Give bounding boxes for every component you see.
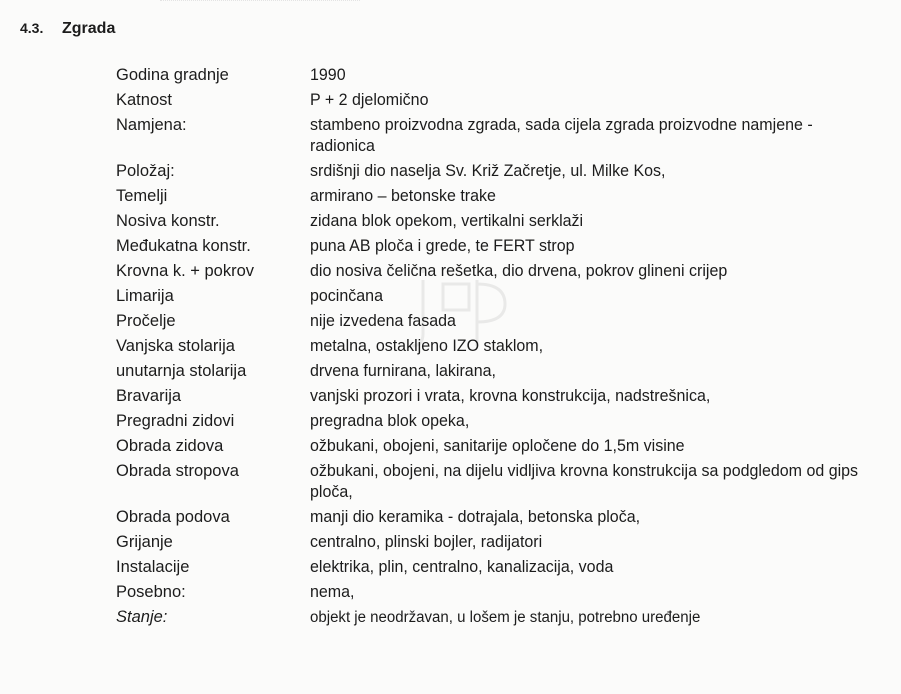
- detail-value: stambeno proizvodna zgrada, sada cijela zgrada proizvodne namjene - radionica: [310, 116, 813, 155]
- detail-row-katnost: [116, 88, 896, 113]
- detail-row-procelje: [116, 309, 896, 334]
- detail-value: nije izvedena fasada: [310, 312, 456, 330]
- detail-row-instalacije: [116, 555, 896, 580]
- section-title: Zgrada: [62, 20, 116, 37]
- detail-row-medukatna-konstr: [116, 234, 896, 259]
- detail-value: ožbukani, obojeni, na dijelu vidljiva krovna konstrukcija sa podgledom od gips ploča,: [310, 462, 859, 501]
- detail-row-posebno: [116, 580, 896, 605]
- detail-row-nosiva-konstr: [116, 209, 896, 234]
- detail-row-limarija: [116, 284, 896, 309]
- detail-value: nema,: [310, 583, 355, 601]
- detail-label: Obrada podova: [116, 508, 230, 526]
- detail-row-pregradni-zidovi: [116, 409, 896, 434]
- detail-row-obrada-stropova: [116, 459, 896, 505]
- detail-label: Položaj:: [116, 162, 175, 180]
- detail-label: Bravarija: [116, 387, 182, 405]
- detail-value: elektrika, plin, centralno, kanalizacija, voda: [310, 558, 614, 576]
- detail-value: puna AB ploča i grede, te FERT strop: [310, 237, 575, 255]
- detail-label: Međukatna konstr.: [116, 237, 251, 255]
- detail-row-stanje: [116, 605, 896, 630]
- detail-row-namjena: [116, 113, 896, 159]
- detail-row-temelji: [116, 184, 896, 209]
- detail-value: zidana blok opekom, vertikalni serklaži: [310, 212, 584, 230]
- detail-value: centralno, plinski bojler, radijatori: [310, 533, 543, 551]
- detail-row-bravarija: [116, 384, 896, 409]
- detail-row-unutarnja-stolarija: [116, 359, 896, 384]
- detail-label: Obrada stropova: [116, 462, 239, 480]
- detail-value: vanjski prozori i vrata, krovna konstrukcija, nadstrešnica,: [310, 387, 711, 405]
- detail-label: Limarija: [116, 287, 174, 305]
- detail-label: Namjena:: [116, 116, 187, 134]
- detail-label: Katnost: [116, 91, 172, 109]
- detail-label: Vanjska stolarija: [116, 337, 235, 355]
- detail-value: armirano – betonske trake: [310, 187, 496, 205]
- property-details-list: [116, 63, 896, 630]
- scan-artifact: [160, 0, 360, 11]
- detail-row-vanjska-stolarija: [116, 334, 896, 359]
- detail-label: Posebno:: [116, 583, 186, 601]
- detail-label: Stanje:: [116, 608, 168, 626]
- detail-value: metalna, ostakljeno IZO staklom,: [310, 337, 544, 355]
- detail-label: Obrada zidova: [116, 437, 224, 455]
- detail-row-godina-gradnje: [116, 63, 896, 88]
- detail-label: Grijanje: [116, 533, 173, 551]
- detail-value: drvena furnirana, lakirana,: [310, 362, 496, 380]
- detail-label: Krovna k. + pokrov: [116, 262, 255, 280]
- detail-value: 1990: [310, 66, 346, 84]
- detail-value: objekt je neodržavan, u lošem je stanju, potrebno uređenje: [310, 609, 701, 626]
- detail-value: P + 2 djelomično: [310, 91, 429, 109]
- detail-label: Instalacije: [116, 558, 190, 576]
- detail-value: ožbukani, obojeni, sanitarije opločene do 1,5m visine: [310, 437, 685, 455]
- detail-value: srdišnji dio naselja Sv. Križ Začretje, ul. Milke Kos,: [310, 162, 666, 180]
- detail-row-obrada-zidova: [116, 434, 896, 459]
- detail-row-obrada-podova: [116, 505, 896, 530]
- detail-row-grijanje: [116, 530, 896, 555]
- detail-value: dio nosiva čelična rešetka, dio drvena, pokrov glineni crijep: [310, 262, 728, 280]
- detail-label: Nosiva konstr.: [116, 212, 220, 230]
- detail-row-krovna-pokrov: [116, 259, 896, 284]
- section-heading: [20, 20, 115, 38]
- detail-label: Pregradni zidovi: [116, 412, 235, 430]
- detail-label: Pročelje: [116, 312, 176, 330]
- section-number: 4.3.: [20, 20, 44, 36]
- detail-label: unutarnja stolarija: [116, 362, 247, 380]
- detail-row-polozaj: [116, 159, 896, 184]
- detail-value: pregradna blok opeka,: [310, 412, 470, 430]
- detail-label: Godina gradnje: [116, 66, 229, 84]
- detail-label: Temelji: [116, 187, 168, 205]
- detail-value: pocinčana: [310, 287, 383, 305]
- detail-value: manji dio keramika - dotrajala, betonska ploča,: [310, 508, 641, 526]
